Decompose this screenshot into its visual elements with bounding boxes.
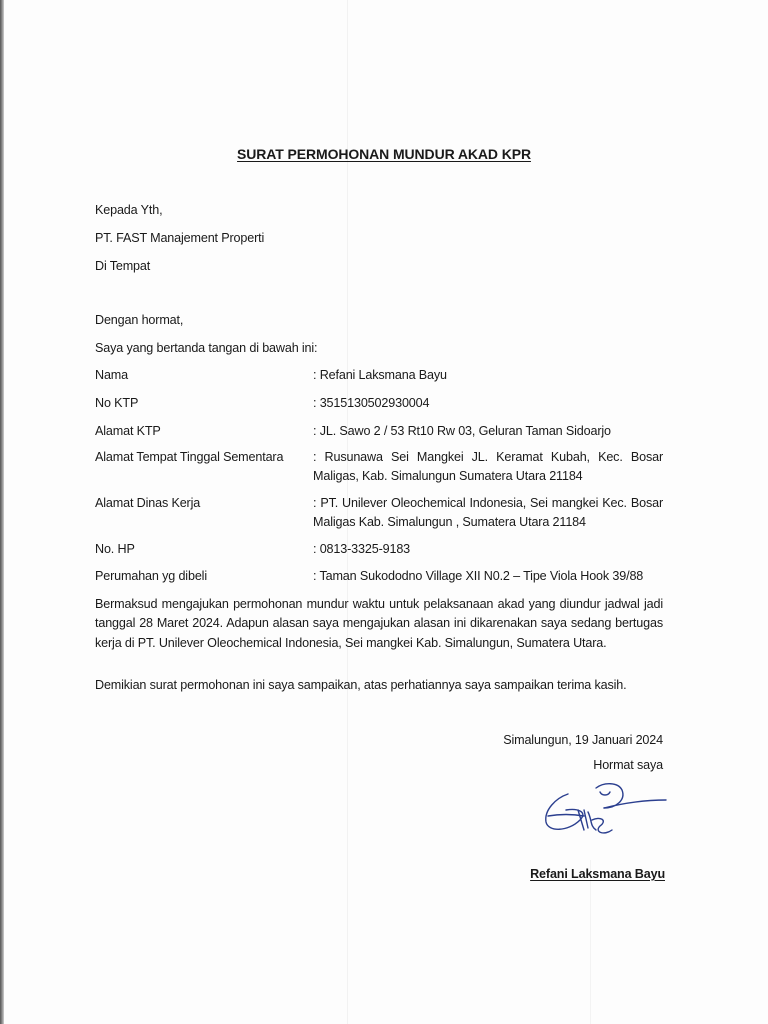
field-value-no-ktp: : 3515130502930004 [313,396,430,410]
field-label-alamat-ktp: Alamat KTP [95,424,161,438]
field-label-no-ktp: No KTP [95,396,139,410]
field-value-nama: : Refani Laksmana Bayu [313,368,447,382]
field-value-alamat-dinas: : PT. Unilever Oleochemical Indonesia, Sei mangkei Kec. Bosar Maligas Kab. Simalungun , Sumatera Utara 21184 [313,496,663,529]
greeting: Dengan hormat, [95,313,184,327]
field-label-nama: Nama [95,368,128,382]
valediction: Hormat saya [593,758,663,772]
intro-text: Saya yang bertanda tangan di bawah ini: [95,341,318,355]
field-label-perumahan: Perumahan yg dibeli [95,569,207,583]
field-label-alamat-dinas: Alamat Dinas Kerja [95,496,201,510]
field-value-alamat-ktp: : JL. Sawo 2 / 53 Rt10 Rw 03, Geluran Taman Sidoarjo [313,424,611,438]
fold-line [590,860,591,1024]
signature-icon [538,780,668,845]
field-value-no-hp: : 0813-3325-9183 [313,542,411,556]
recipient-line-3: Di Tempat [95,259,151,273]
signer-name: Refani Laksmana Bayu [530,867,665,881]
field-value-perumahan: : Taman Sukododno Village XII N0.2 – Tipe Viola Hook 39/88 [313,569,644,583]
field-label-alamat-sementara: Alamat Tempat Tinggal Sementara [95,450,284,464]
place-date: Simalungun, 19 Januari 2024 [503,733,663,747]
body-paragraph: Bermaksud mengajukan permohonan mundur waktu untuk pelaksanaan akad yang diundur jadwal jadi tanggal 28 Maret 2024. Adapun alasan saya mengajukan alasan ini dikarenakan saya sedang bertugas kerja di PT. Unilever Oleochemical Indonesia, Sei mangkei Kab. Simalungun, Sumatera Utara. [95,597,663,650]
letter-title: SURAT PERMOHONAN MUNDUR AKAD KPR [237,146,531,162]
recipient-line-2: PT. FAST Manajement Properti [95,231,265,245]
recipient-line-1: Kepada Yth, [95,203,163,217]
field-value-alamat-sementara: : Rusunawa Sei Mangkei JL. Keramat Kubah, Kec. Bosar Maligas, Kab. Simalungun Sumatera Utara 21184 [313,450,663,483]
field-label-no-hp: No. HP [95,542,135,556]
closing-paragraph: Demikian surat permohonan ini saya sampaikan, atas perhatiannya saya sampaikan terima kasih. [95,678,627,692]
